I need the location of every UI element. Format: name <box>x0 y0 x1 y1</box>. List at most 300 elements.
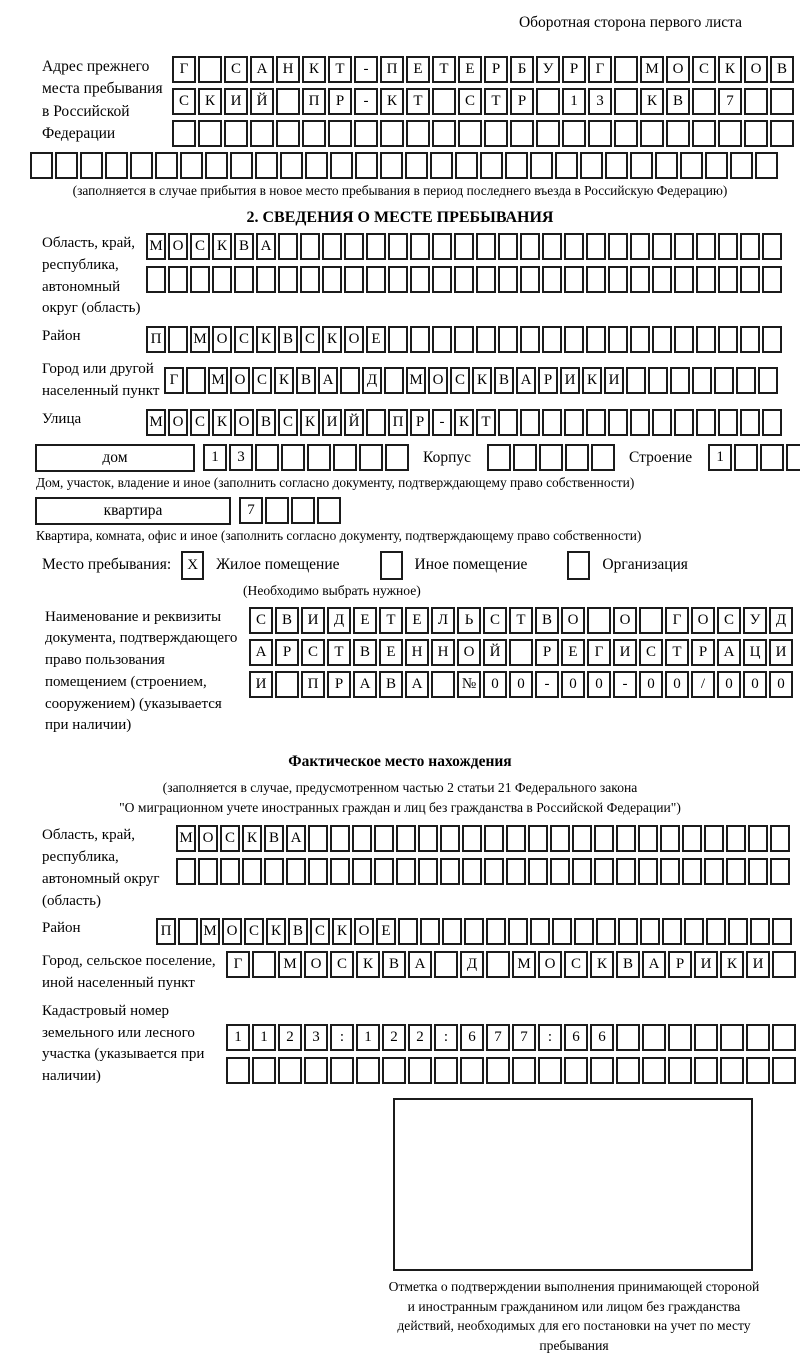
char-cell[interactable] <box>440 825 460 852</box>
char-cell[interactable]: Ь <box>457 607 481 634</box>
char-cell[interactable]: Ц <box>743 639 767 666</box>
char-cell[interactable] <box>462 858 482 885</box>
char-cell[interactable] <box>212 266 232 293</box>
char-cell[interactable] <box>692 367 712 394</box>
char-cell[interactable] <box>626 367 646 394</box>
char-cell[interactable] <box>536 120 560 147</box>
char-cell[interactable]: С <box>234 326 254 353</box>
char-cell[interactable] <box>431 671 455 698</box>
char-cell[interactable] <box>652 233 672 260</box>
char-cell[interactable] <box>596 918 616 945</box>
char-cell[interactable]: В <box>278 326 298 353</box>
char-cell[interactable] <box>528 825 548 852</box>
char-cell[interactable] <box>330 858 350 885</box>
char-cell[interactable]: С <box>252 367 272 394</box>
char-cell[interactable]: С <box>450 367 470 394</box>
char-cell[interactable]: Р <box>510 88 534 115</box>
char-cell[interactable] <box>432 120 456 147</box>
char-cell[interactable] <box>640 120 664 147</box>
char-cell[interactable] <box>130 152 153 179</box>
char-cell[interactable] <box>704 858 724 885</box>
char-cell[interactable] <box>396 825 416 852</box>
char-cell[interactable]: А <box>249 639 273 666</box>
char-cell[interactable]: С <box>483 607 507 634</box>
char-cell[interactable] <box>305 152 328 179</box>
char-cell[interactable]: 7 <box>718 88 742 115</box>
char-cell[interactable] <box>178 918 198 945</box>
char-cell[interactable]: С <box>278 409 298 436</box>
char-cell[interactable]: Г <box>226 951 250 978</box>
char-cell[interactable] <box>539 444 563 471</box>
char-cell[interactable]: С <box>639 639 663 666</box>
char-cell[interactable] <box>440 858 460 885</box>
char-cell[interactable] <box>770 88 794 115</box>
char-cell[interactable]: К <box>242 825 262 852</box>
char-cell[interactable] <box>640 918 660 945</box>
char-cell[interactable] <box>255 152 278 179</box>
char-cell[interactable] <box>736 367 756 394</box>
char-cell[interactable]: : <box>538 1024 562 1051</box>
char-cell[interactable]: В <box>616 951 640 978</box>
char-cell[interactable]: О <box>168 233 188 260</box>
char-cell[interactable] <box>476 326 496 353</box>
char-cell[interactable]: Е <box>366 326 386 353</box>
char-cell[interactable]: М <box>190 326 210 353</box>
char-cell[interactable]: Д <box>460 951 484 978</box>
char-cell[interactable] <box>542 409 562 436</box>
char-cell[interactable]: Т <box>665 639 689 666</box>
char-cell[interactable] <box>275 671 299 698</box>
char-cell[interactable] <box>280 152 303 179</box>
char-cell[interactable] <box>330 1057 354 1084</box>
char-cell[interactable]: Д <box>327 607 351 634</box>
char-cell[interactable] <box>772 951 796 978</box>
char-cell[interactable]: Е <box>561 639 585 666</box>
char-cell[interactable] <box>380 120 404 147</box>
char-cell[interactable] <box>434 1057 458 1084</box>
char-cell[interactable] <box>352 858 372 885</box>
char-cell[interactable]: О <box>198 825 218 852</box>
char-cell[interactable] <box>278 233 298 260</box>
char-cell[interactable] <box>464 918 484 945</box>
char-cell[interactable]: А <box>286 825 306 852</box>
char-cell[interactable] <box>748 858 768 885</box>
char-cell[interactable]: Д <box>362 367 382 394</box>
char-cell[interactable] <box>366 233 386 260</box>
char-cell[interactable] <box>630 326 650 353</box>
char-cell[interactable] <box>172 120 196 147</box>
char-cell[interactable]: 6 <box>564 1024 588 1051</box>
char-cell[interactable]: О <box>457 639 481 666</box>
char-cell[interactable] <box>432 88 456 115</box>
char-cell[interactable] <box>300 266 320 293</box>
char-cell[interactable] <box>205 152 228 179</box>
char-cell[interactable]: О <box>613 607 637 634</box>
char-cell[interactable]: С <box>692 56 716 83</box>
char-cell[interactable]: И <box>560 367 580 394</box>
char-cell[interactable] <box>454 326 474 353</box>
checkbox-other-premises[interactable] <box>380 551 403 580</box>
char-cell[interactable] <box>586 409 606 436</box>
char-cell[interactable] <box>486 918 506 945</box>
char-cell[interactable] <box>706 918 726 945</box>
char-cell[interactable] <box>682 825 702 852</box>
char-cell[interactable] <box>728 918 748 945</box>
char-cell[interactable]: 1 <box>203 444 227 471</box>
char-cell[interactable]: К <box>590 951 614 978</box>
char-cell[interactable]: Й <box>250 88 274 115</box>
char-cell[interactable]: И <box>249 671 273 698</box>
char-cell[interactable] <box>418 858 438 885</box>
char-cell[interactable] <box>155 152 178 179</box>
char-cell[interactable] <box>696 326 716 353</box>
char-cell[interactable]: И <box>746 951 770 978</box>
char-cell[interactable] <box>242 858 262 885</box>
char-cell[interactable]: К <box>640 88 664 115</box>
char-cell[interactable]: - <box>535 671 559 698</box>
char-cell[interactable] <box>486 1057 510 1084</box>
char-cell[interactable]: Б <box>510 56 534 83</box>
char-cell[interactable]: О <box>234 409 254 436</box>
char-cell[interactable] <box>168 326 188 353</box>
char-cell[interactable] <box>442 918 462 945</box>
char-cell[interactable] <box>408 1057 432 1084</box>
char-cell[interactable] <box>388 326 408 353</box>
char-cell[interactable] <box>608 409 628 436</box>
char-cell[interactable] <box>642 1057 666 1084</box>
char-cell[interactable]: К <box>198 88 222 115</box>
char-cell[interactable] <box>616 1057 640 1084</box>
char-cell[interactable]: А <box>408 951 432 978</box>
char-cell[interactable]: О <box>691 607 715 634</box>
char-cell[interactable] <box>618 918 638 945</box>
char-cell[interactable] <box>726 825 746 852</box>
char-cell[interactable] <box>608 233 628 260</box>
char-cell[interactable] <box>542 233 562 260</box>
char-cell[interactable]: 1 <box>226 1024 250 1051</box>
char-cell[interactable] <box>512 1057 536 1084</box>
char-cell[interactable]: П <box>156 918 176 945</box>
char-cell[interactable] <box>666 120 690 147</box>
char-cell[interactable] <box>740 409 760 436</box>
char-cell[interactable] <box>655 152 678 179</box>
char-cell[interactable] <box>734 444 758 471</box>
char-cell[interactable] <box>410 266 430 293</box>
char-cell[interactable] <box>432 233 452 260</box>
char-cell[interactable] <box>670 367 690 394</box>
char-cell[interactable]: У <box>743 607 767 634</box>
char-cell[interactable] <box>748 825 768 852</box>
char-cell[interactable]: О <box>212 326 232 353</box>
char-cell[interactable] <box>528 858 548 885</box>
char-cell[interactable]: Т <box>509 607 533 634</box>
char-cell[interactable] <box>476 233 496 260</box>
char-cell[interactable] <box>564 233 584 260</box>
char-cell[interactable]: А <box>717 639 741 666</box>
char-cell[interactable]: 1 <box>252 1024 276 1051</box>
char-cell[interactable] <box>682 858 702 885</box>
char-cell[interactable] <box>718 409 738 436</box>
checkbox-residential[interactable]: X <box>181 551 204 580</box>
char-cell[interactable] <box>586 233 606 260</box>
char-cell[interactable]: И <box>613 639 637 666</box>
char-cell[interactable]: С <box>244 918 264 945</box>
char-cell[interactable] <box>555 152 578 179</box>
char-cell[interactable] <box>359 444 383 471</box>
char-cell[interactable]: - <box>354 88 378 115</box>
char-cell[interactable] <box>755 152 778 179</box>
char-cell[interactable]: О <box>744 56 768 83</box>
char-cell[interactable] <box>406 120 430 147</box>
char-cell[interactable] <box>484 120 508 147</box>
char-cell[interactable] <box>660 825 680 852</box>
char-cell[interactable]: К <box>256 326 276 353</box>
char-cell[interactable]: С <box>300 326 320 353</box>
char-cell[interactable] <box>388 233 408 260</box>
char-cell[interactable] <box>198 858 218 885</box>
char-cell[interactable] <box>630 233 650 260</box>
char-cell[interactable]: 7 <box>239 497 263 524</box>
char-cell[interactable]: 6 <box>590 1024 614 1051</box>
char-cell[interactable]: Е <box>379 639 403 666</box>
char-cell[interactable] <box>718 120 742 147</box>
char-cell[interactable]: Р <box>484 56 508 83</box>
char-cell[interactable] <box>505 152 528 179</box>
char-cell[interactable] <box>420 918 440 945</box>
char-cell[interactable]: К <box>300 409 320 436</box>
char-cell[interactable]: 3 <box>304 1024 328 1051</box>
char-cell[interactable]: Р <box>327 671 351 698</box>
char-cell[interactable]: К <box>212 233 232 260</box>
char-cell[interactable] <box>480 152 503 179</box>
char-cell[interactable] <box>355 152 378 179</box>
char-cell[interactable] <box>674 266 694 293</box>
char-cell[interactable]: К <box>322 326 342 353</box>
char-cell[interactable]: И <box>604 367 624 394</box>
char-cell[interactable]: О <box>344 326 364 353</box>
char-cell[interactable]: В <box>275 607 299 634</box>
char-cell[interactable] <box>146 266 166 293</box>
char-cell[interactable] <box>252 1057 276 1084</box>
char-cell[interactable]: В <box>353 639 377 666</box>
char-cell[interactable]: О <box>538 951 562 978</box>
char-cell[interactable] <box>374 825 394 852</box>
char-cell[interactable]: К <box>380 88 404 115</box>
char-cell[interactable] <box>762 326 782 353</box>
char-cell[interactable] <box>674 409 694 436</box>
char-cell[interactable] <box>278 266 298 293</box>
char-cell[interactable] <box>498 326 518 353</box>
char-cell[interactable]: К <box>266 918 286 945</box>
char-cell[interactable]: М <box>406 367 426 394</box>
char-cell[interactable]: В <box>296 367 316 394</box>
char-cell[interactable]: У <box>536 56 560 83</box>
char-cell[interactable]: И <box>322 409 342 436</box>
char-cell[interactable] <box>660 858 680 885</box>
char-cell[interactable] <box>705 152 728 179</box>
char-cell[interactable]: П <box>146 326 166 353</box>
char-cell[interactable]: О <box>561 607 585 634</box>
char-cell[interactable] <box>396 858 416 885</box>
char-cell[interactable]: Р <box>275 639 299 666</box>
char-cell[interactable]: Р <box>562 56 586 83</box>
char-cell[interactable]: 1 <box>356 1024 380 1051</box>
char-cell[interactable] <box>594 858 614 885</box>
char-cell[interactable]: Г <box>164 367 184 394</box>
char-cell[interactable]: С <box>458 88 482 115</box>
char-cell[interactable]: О <box>230 367 250 394</box>
char-cell[interactable] <box>80 152 103 179</box>
char-cell[interactable]: 2 <box>382 1024 406 1051</box>
char-cell[interactable] <box>308 858 328 885</box>
char-cell[interactable] <box>760 444 784 471</box>
char-cell[interactable] <box>304 1057 328 1084</box>
char-cell[interactable] <box>286 858 306 885</box>
char-cell[interactable]: 2 <box>278 1024 302 1051</box>
char-cell[interactable]: Г <box>587 639 611 666</box>
char-cell[interactable] <box>652 409 672 436</box>
char-cell[interactable] <box>608 326 628 353</box>
char-cell[interactable] <box>562 120 586 147</box>
char-cell[interactable]: - <box>354 56 378 83</box>
char-cell[interactable] <box>630 152 653 179</box>
char-cell[interactable] <box>726 858 746 885</box>
char-cell[interactable] <box>484 858 504 885</box>
char-cell[interactable]: : <box>330 1024 354 1051</box>
char-cell[interactable]: 2 <box>408 1024 432 1051</box>
char-cell[interactable] <box>696 233 716 260</box>
char-cell[interactable]: 0 <box>743 671 767 698</box>
char-cell[interactable] <box>530 152 553 179</box>
char-cell[interactable] <box>509 639 533 666</box>
char-cell[interactable] <box>398 918 418 945</box>
char-cell[interactable]: О <box>222 918 242 945</box>
char-cell[interactable] <box>718 326 738 353</box>
char-cell[interactable] <box>276 88 300 115</box>
char-cell[interactable] <box>720 1057 744 1084</box>
char-cell[interactable]: Е <box>376 918 396 945</box>
char-cell[interactable]: О <box>168 409 188 436</box>
char-cell[interactable] <box>276 120 300 147</box>
char-cell[interactable] <box>616 858 636 885</box>
char-cell[interactable]: В <box>494 367 514 394</box>
char-cell[interactable]: А <box>250 56 274 83</box>
char-cell[interactable] <box>692 120 716 147</box>
char-cell[interactable]: И <box>694 951 718 978</box>
char-cell[interactable] <box>432 326 452 353</box>
char-cell[interactable] <box>186 367 206 394</box>
char-cell[interactable] <box>330 152 353 179</box>
char-cell[interactable] <box>486 951 510 978</box>
char-cell[interactable]: А <box>516 367 536 394</box>
char-cell[interactable] <box>430 152 453 179</box>
char-cell[interactable]: Н <box>405 639 429 666</box>
char-cell[interactable] <box>590 1057 614 1084</box>
char-cell[interactable]: 7 <box>512 1024 536 1051</box>
char-cell[interactable] <box>460 1057 484 1084</box>
char-cell[interactable] <box>255 444 279 471</box>
char-cell[interactable]: Е <box>405 607 429 634</box>
char-cell[interactable]: А <box>256 233 276 260</box>
char-cell[interactable] <box>385 444 409 471</box>
char-cell[interactable] <box>694 1024 718 1051</box>
char-cell[interactable] <box>366 266 386 293</box>
char-cell[interactable]: Т <box>432 56 456 83</box>
char-cell[interactable] <box>252 951 276 978</box>
char-cell[interactable] <box>662 918 682 945</box>
char-cell[interactable]: М <box>146 409 166 436</box>
char-cell[interactable]: Д <box>769 607 793 634</box>
char-cell[interactable]: - <box>432 409 452 436</box>
char-cell[interactable] <box>458 120 482 147</box>
char-cell[interactable] <box>770 825 790 852</box>
char-cell[interactable] <box>462 825 482 852</box>
char-cell[interactable] <box>506 825 526 852</box>
char-cell[interactable]: - <box>613 671 637 698</box>
char-cell[interactable]: Р <box>668 951 692 978</box>
char-cell[interactable] <box>614 88 638 115</box>
char-cell[interactable]: К <box>332 918 352 945</box>
char-cell[interactable]: И <box>769 639 793 666</box>
char-cell[interactable] <box>580 152 603 179</box>
char-cell[interactable] <box>564 326 584 353</box>
char-cell[interactable]: К <box>582 367 602 394</box>
char-cell[interactable]: В <box>535 607 559 634</box>
char-cell[interactable] <box>340 367 360 394</box>
char-cell[interactable]: А <box>642 951 666 978</box>
char-cell[interactable]: В <box>666 88 690 115</box>
char-cell[interactable]: / <box>691 671 715 698</box>
char-cell[interactable]: Е <box>353 607 377 634</box>
char-cell[interactable] <box>638 858 658 885</box>
char-cell[interactable]: М <box>176 825 196 852</box>
char-cell[interactable]: Е <box>406 56 430 83</box>
char-cell[interactable]: К <box>356 951 380 978</box>
char-cell[interactable] <box>684 918 704 945</box>
char-cell[interactable]: 0 <box>483 671 507 698</box>
char-cell[interactable] <box>750 918 770 945</box>
char-cell[interactable] <box>730 152 753 179</box>
char-cell[interactable]: И <box>301 607 325 634</box>
char-cell[interactable] <box>746 1024 770 1051</box>
char-cell[interactable] <box>432 266 452 293</box>
char-cell[interactable] <box>565 444 589 471</box>
char-cell[interactable]: С <box>172 88 196 115</box>
char-cell[interactable]: О <box>666 56 690 83</box>
char-cell[interactable] <box>616 825 636 852</box>
char-cell[interactable] <box>344 266 364 293</box>
char-cell[interactable] <box>594 825 614 852</box>
char-cell[interactable]: Г <box>172 56 196 83</box>
char-cell[interactable] <box>264 858 284 885</box>
char-cell[interactable] <box>418 825 438 852</box>
char-cell[interactable]: К <box>302 56 326 83</box>
char-cell[interactable] <box>680 152 703 179</box>
char-cell[interactable]: С <box>224 56 248 83</box>
char-cell[interactable]: 1 <box>708 444 732 471</box>
char-cell[interactable] <box>366 409 386 436</box>
char-cell[interactable] <box>772 1024 796 1051</box>
apartment-type-box[interactable]: квартира <box>35 497 231 525</box>
char-cell[interactable] <box>772 918 792 945</box>
char-cell[interactable] <box>639 607 663 634</box>
char-cell[interactable]: Р <box>328 88 352 115</box>
char-cell[interactable] <box>105 152 128 179</box>
char-cell[interactable] <box>770 120 794 147</box>
char-cell[interactable] <box>605 152 628 179</box>
char-cell[interactable] <box>380 152 403 179</box>
char-cell[interactable] <box>374 858 394 885</box>
